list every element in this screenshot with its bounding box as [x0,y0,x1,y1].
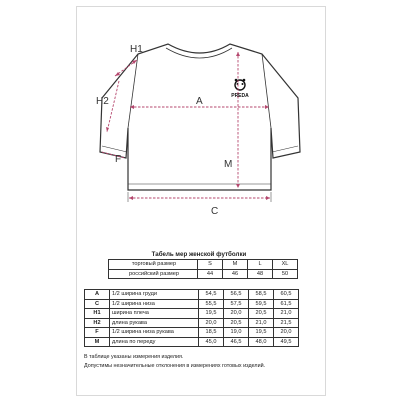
measure-value: 20,5 [224,318,249,328]
sleeve-seam-right [262,54,271,128]
dim-line-h2 [107,81,119,132]
measure-code: C [85,299,110,309]
measure-value: 45,0 [199,337,224,347]
label-a: A [196,96,203,107]
measure-code: F [85,328,110,338]
size-cell: 46 [223,269,248,279]
footnote: В таблице указаны измерения изделия. [84,354,184,360]
size-cell: 50 [273,269,298,279]
table-row [85,299,299,309]
measure-value: 19,5 [199,309,224,319]
measure-name: длина рукава [110,318,199,328]
size-cell: 44 [198,269,223,279]
table-row [85,309,299,319]
logo-text: PREDA [231,93,249,99]
table-row [85,290,299,300]
label-f: F [115,154,122,165]
measure-value: 20,0 [274,328,299,338]
size-header-table [84,259,298,279]
measure-code: A [85,290,110,300]
measure-value: 18,5 [199,328,224,338]
size-cell: 48 [248,269,273,279]
sleeve-hem-right [272,146,298,152]
measure-name: 1/2 ширина низа рукава [110,328,199,338]
sleeve-hem-left [102,146,127,152]
measure-value: 58,5 [249,290,274,300]
size-cell: S [198,260,223,270]
measure-name: 1/2 ширина низа [110,299,199,309]
measure-value: 57,5 [224,299,249,309]
size-cell: XL [273,260,298,270]
measurements-table [84,289,299,347]
measure-name: длина по переду [110,337,199,347]
table-row [84,269,298,279]
measure-value: 48,0 [249,337,274,347]
measure-code: M [85,337,110,347]
measure-name: ширина плеча [110,309,199,319]
table-row [85,318,299,328]
label-c: C [211,206,219,217]
measure-value: 20,0 [199,318,224,328]
measure-value: 61,5 [274,299,299,309]
footnote: Допустимы незначительные отклонения в измерениях готовых изделий. [84,363,266,369]
measure-value: 60,5 [274,290,299,300]
table-row [84,260,298,270]
label-m: M [224,159,233,170]
size-table-title: Табель мер женской футболки [151,251,247,258]
measure-value: 20,5 [249,309,274,319]
table-row [85,328,299,338]
table-row [85,337,299,347]
measure-value: 21,0 [274,309,299,319]
measure-value: 46,5 [224,337,249,347]
measure-value: 19,5 [249,328,274,338]
measure-value: 54,5 [199,290,224,300]
label-h2: H2 [96,96,109,107]
measure-value: 21,5 [274,318,299,328]
measure-value: 55,5 [199,299,224,309]
measure-value: 56,5 [224,290,249,300]
measure-code: H1 [85,309,110,319]
brand-logo [231,79,249,99]
measure-value: 20,0 [224,309,249,319]
measure-value: 59,5 [249,299,274,309]
measure-value: 21,0 [249,318,274,328]
measure-value: 19,0 [224,328,249,338]
footnotes [84,353,320,371]
header-label: российский размер [109,269,198,279]
label-h1: H1 [130,44,143,55]
measure-code: H2 [85,318,110,328]
measure-name: 1/2 ширина груди [110,290,199,300]
header-label: торговый размер [109,260,198,270]
size-cell: L [248,260,273,270]
measure-value: 49,5 [274,337,299,347]
size-cell: M [223,260,248,270]
